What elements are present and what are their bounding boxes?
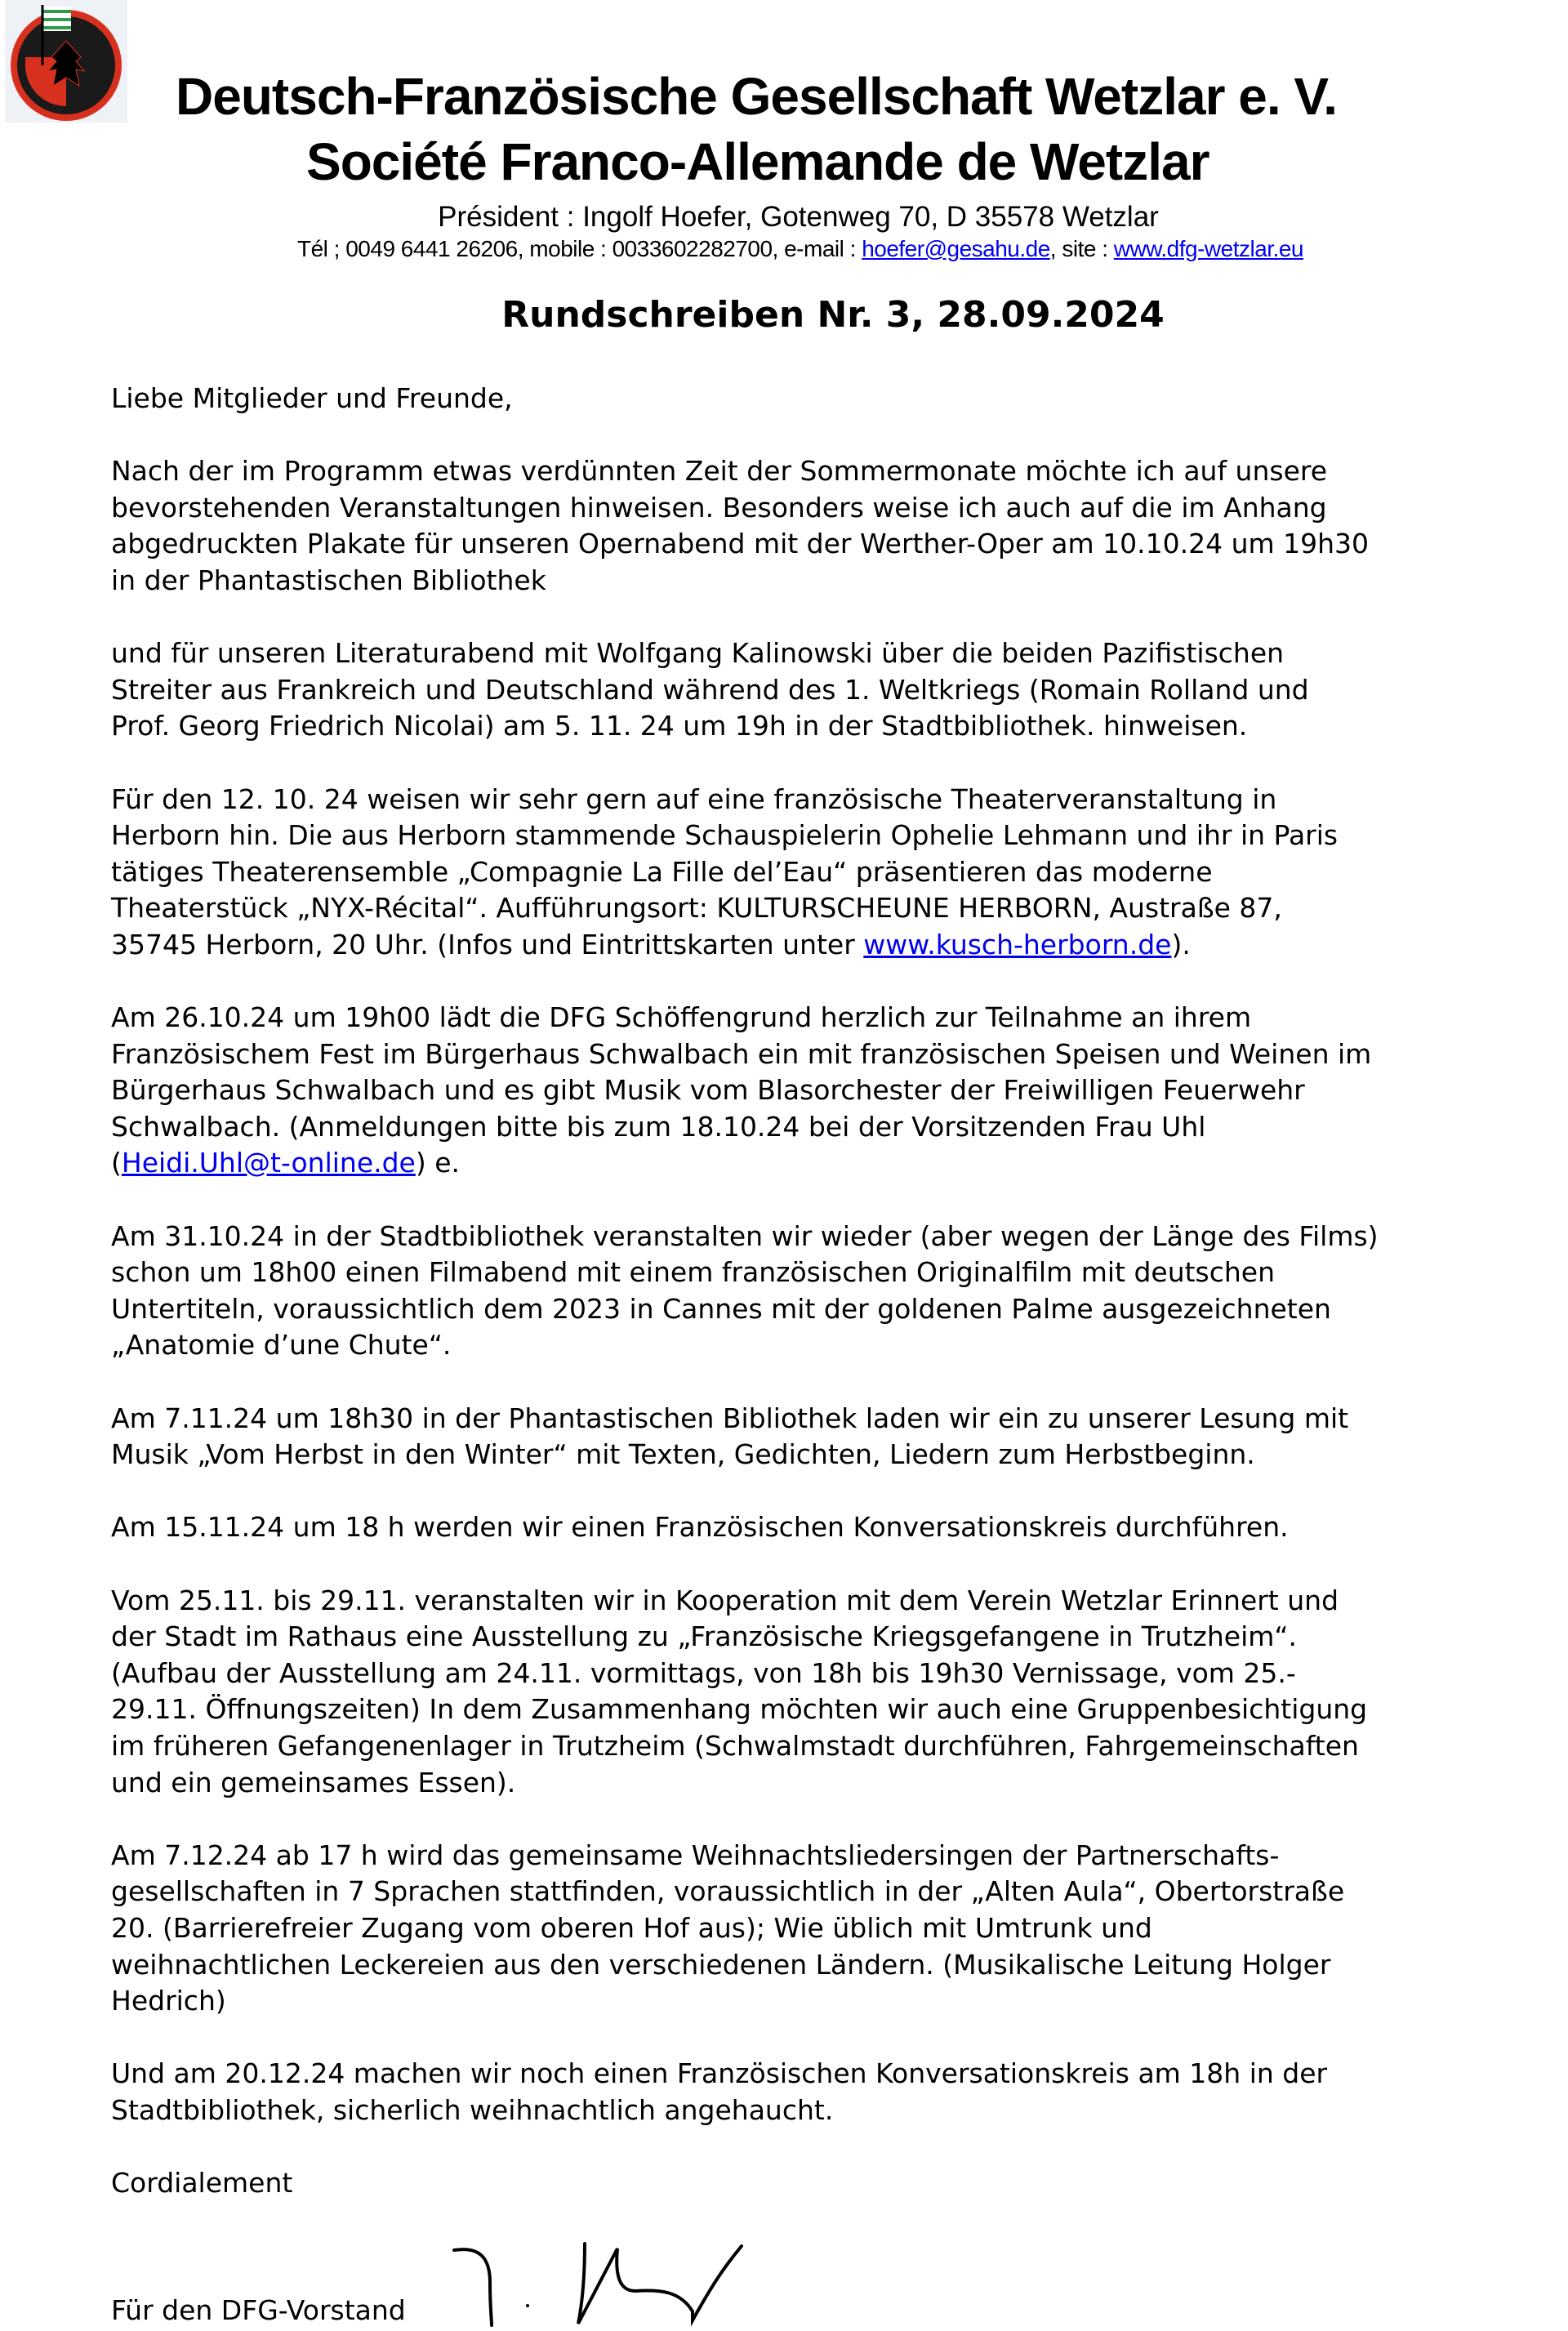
- closing-line: Für den DFG-Vorstand: [111, 2294, 406, 2326]
- text-line: Prof. Georg Friedrich Nicolai) am 5. 11. 24 um 19h in der Stadtbibliothek. hinweisen.: [111, 710, 1248, 742]
- paragraph: [111, 1509, 1379, 1546]
- text-line: (Aufbau der Ausstellung am 24.11. vormittags, von 18h bis 19h30 Vernissage, vom 25.-: [111, 1656, 1296, 1689]
- paragraph: [111, 635, 1379, 745]
- text-line: bevorstehenden Veranstaltungen hinweisen. Besonders weise ich auch auf die im Anhang: [111, 491, 1327, 524]
- text-line: Am 15.11.24 um 18 h werden wir einen Französischen Konversationskreis durchführen.: [111, 1511, 1289, 1544]
- society-logo: [5, 0, 127, 123]
- text-segment: ).: [1171, 928, 1191, 960]
- text-line: Untertiteln, voraussichtlich dem 2023 in Cannes mit der goldenen Palme ausgezeichneten: [111, 1292, 1331, 1325]
- text-line: Liebe Mitglieder und Freunde,: [111, 382, 513, 414]
- text-line: Hedrich): [111, 1985, 226, 2017]
- inline-link[interactable]: Heidi.Uhl@t-online.de: [121, 1147, 416, 1179]
- paragraph: [111, 1838, 1379, 2020]
- text-segment: (: [111, 1147, 122, 1179]
- inline-link[interactable]: www.kusch-herborn.de: [863, 928, 1172, 960]
- letter-body: [111, 381, 1379, 2238]
- text-segment: ) e.: [415, 1147, 461, 1179]
- paragraph: [111, 1000, 1379, 1182]
- text-line: Und am 20.12.24 machen wir noch einen Französischen Konversationskreis am 18h in der: [111, 2057, 1328, 2090]
- circular-title: Rundschreiben Nr. 3, 28.09.2024: [501, 294, 1165, 336]
- text-line: „Anatomie d’une Chute“.: [111, 1329, 452, 1362]
- contact-line: [0, 238, 1568, 261]
- text-line: Herborn hin. Die aus Herborn stammende Schauspielerin Ophelie Lehmann und ihr in Paris: [111, 819, 1339, 852]
- text-segment: 35745 Herborn, 20 Uhr. (Infos und Eintrittskarten unter: [111, 928, 864, 960]
- site-label: , site :: [1049, 236, 1114, 261]
- paragraph: [111, 782, 1379, 964]
- text-line: in der Phantastischen Bibliothek: [111, 564, 546, 596]
- text-line: Am 7.12.24 ab 17 h wird das gemeinsame Weihnachtsliedersingen der Partnerschafts-: [111, 1839, 1280, 1871]
- text-line: [111, 927, 1379, 964]
- text-line: Für den 12. 10. 24 weisen wir sehr gern auf eine französische Theaterveranstaltung in: [111, 782, 1277, 815]
- text-line: schon um 18h00 einen Filmabend mit einem französischen Originalfilm mit deutschen: [111, 1256, 1276, 1289]
- signature: [448, 2234, 758, 2331]
- text-line: gesellschaften in 7 Sprachen stattfinden, voraussichtlich in der „Alten Aula“, Obertorstraße: [111, 1875, 1345, 1908]
- text-line: Am 26.10.24 um 19h00 lädt die DFG Schöffengrund herzlich zur Teilnahme an ihrem: [111, 1001, 1252, 1034]
- paragraph: [111, 1583, 1379, 1802]
- paragraph: [111, 453, 1379, 599]
- paragraph: [111, 1401, 1379, 1473]
- text-line: 20. (Barrierefreier Zugang vom oberen Hof aus); Wie üblich mit Umtrunk und: [111, 1911, 1152, 1944]
- text-line: Theaterstück „NYX-Récital“. Aufführungsort: KULTURSCHEUNE HERBORN, Austraße 87,: [111, 892, 1282, 925]
- text-line: Französischem Fest im Bürgerhaus Schwalbach ein mit französischen Speisen und Weinen im: [111, 1037, 1372, 1070]
- email-link[interactable]: hoefer@gesahu.de: [862, 236, 1050, 261]
- text-line: Cordialement: [111, 2167, 293, 2200]
- text-line: Schwalbach. (Anmeldungen bitte bis zum 18.10.24 bei der Vorsitzenden Frau Uhl: [111, 1110, 1206, 1143]
- text-line: tätiges Theaterensemble „Compagnie La Fille del’Eau“ präsentieren das moderne: [111, 855, 1213, 888]
- text-line: Stadtbibliothek, sicherlich weihnachtlich angehaucht.: [111, 2093, 834, 2126]
- paragraph: [111, 1219, 1379, 1364]
- society-name-french: Société Franco-Allemande de Wetzlar: [306, 132, 1209, 191]
- website-link[interactable]: www.dfg-wetzlar.eu: [1113, 236, 1303, 261]
- paragraph: [111, 2165, 1379, 2202]
- text-line: Vom 25.11. bis 29.11. veranstalten wir in Kooperation mit dem Verein Wetzlar Erinnert und: [111, 1584, 1339, 1616]
- text-line: Am 31.10.24 in der Stadtbibliothek veranstalten wir wieder (aber wegen der Länge des Films): [111, 1219, 1379, 1252]
- contact-phone: Tél ; 0049 6441 26206, mobile : 0033602282700, e-mail :: [297, 236, 862, 261]
- text-line: Streiter aus Frankreich und Deutschland während des 1. Weltkriegs (Romain Rolland und: [111, 673, 1309, 706]
- paragraph: [111, 381, 1379, 417]
- society-name-german: Deutsch-Französische Gesellschaft Wetzlar e. V.: [176, 67, 1337, 126]
- text-line: weihnachtlichen Leckereien aus den verschiedenen Ländern. (Musikalische Leitung Holger: [111, 1948, 1331, 1981]
- text-line: abgedruckten Plakate für unseren Opernabend mit der Werther-Oper am 10.10.24 um 19h30: [111, 528, 1370, 560]
- text-line: und ein gemeinsames Essen).: [111, 1766, 516, 1798]
- text-line: [111, 1145, 1379, 1182]
- text-line: Musik „Vom Herbst in den Winter“ mit Texten, Gedichten, Liedern zum Herbstbeginn.: [111, 1438, 1255, 1471]
- text-line: der Stadt im Rathaus eine Ausstellung zu „Französische Kriegsgefangene in Trutzheim“.: [111, 1620, 1297, 1653]
- text-line: im früheren Gefangenenlager in Trutzheim (Schwalmstadt durchführen, Fahrgemeinschaften: [111, 1729, 1359, 1762]
- text-line: Bürgerhaus Schwalbach und es gibt Musik vom Blasorchester der Freiwilligen Feuerwehr: [111, 1074, 1305, 1107]
- text-line: und für unseren Literaturabend mit Wolfgang Kalinowski über die beiden Pazifistischen: [111, 637, 1285, 670]
- text-line: Am 7.11.24 um 18h30 in der Phantastischen Bibliothek laden wir ein zu unserer Lesung mit: [111, 1402, 1349, 1434]
- paragraph: [111, 2056, 1379, 2128]
- text-line: Nach der im Programm etwas verdünnten Zeit der Sommermonate möchte ich auf unsere: [111, 455, 1328, 488]
- text-line: 29.11. Öffnungszeiten) In dem Zusammenhang möchten wir auch eine Gruppenbesichtigung: [111, 1693, 1368, 1726]
- president-address: Président : Ingolf Hoefer, Gotenweg 70, D 35578 Wetzlar: [438, 201, 1159, 233]
